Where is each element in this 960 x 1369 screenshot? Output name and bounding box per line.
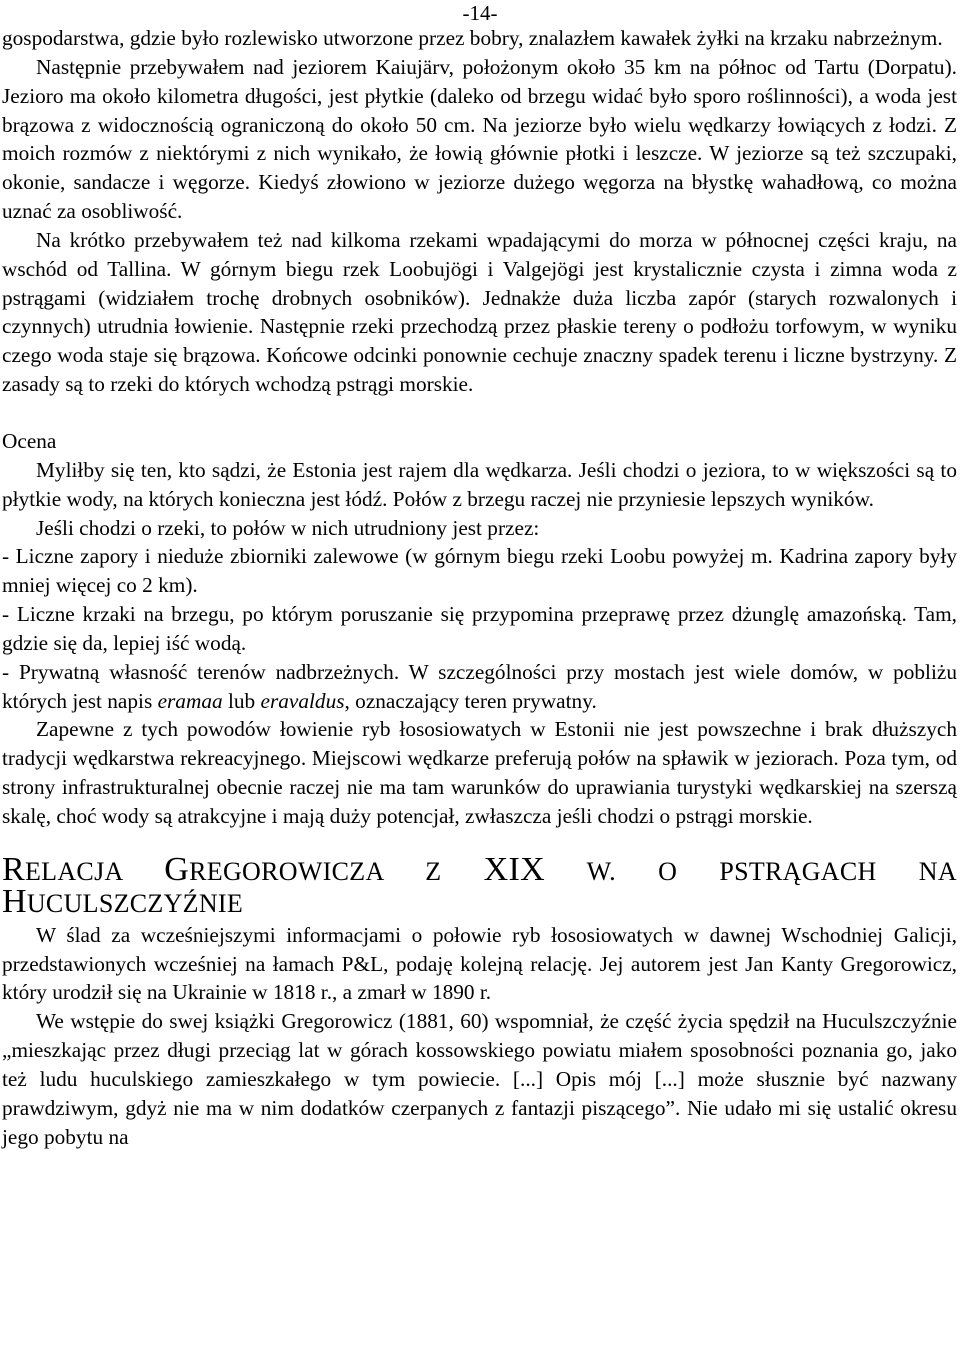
paragraph: Następnie przebywałem nad jeziorem Kaiujärv, położonym około 35 km na północ od Tartu (Dorpatu). Jezioro ma około kilometra długości, jest płytkie (daleko od brzegu widać było sporo roślinności), a woda jest brązowa z widocznością ograniczoną do około 50 cm. Na jeziorze było wielu wędkarzy łowiących z łodzi. Z moich rozmów z niektórymi z nich wynikało, że łowią głównie płotki i leszcze. W jeziorze są też szczupaki, okonie, sandacze i węgorze. Kiedyś złowiono w jeziorze dużego węgorza na błystkę wahadłową, co można uznać za osobliwość. [2, 54, 957, 224]
page-body [2, 24, 957, 1152]
paragraph: gospodarstwa, gdzie było rozlewisko utworzone przez bobry, znalazłem kawałek żyłki na krzaku nabrzeżnym. [2, 26, 943, 50]
section-heading: RELACJA GREGOROWICZA Z XIX W. O PSTRĄGACH NA HUCULSZCZYŹNIE [2, 850, 957, 920]
paragraph: Myliłby się ten, kto sądzi, że Estonia jest rajem dla wędkarza. Jeśli chodzi o jeziora, to w większości są to płytkie wody, na których konieczna jest łódź. Połów z brzegu raczej nie przyniesie lepszych wyników. [2, 457, 957, 511]
italic-term: eramaa [157, 688, 223, 713]
page-number: -14- [462, 1, 498, 25]
list-item-text: , oznaczający teren prywatny. [344, 688, 597, 713]
list-item: - Liczne zapory i nieduże zbiorniki zalewowe (w górnym biegu rzeki Loobu powyżej m. Kadrina zapory były mniej więcej co 2 km). [2, 544, 957, 598]
paragraph: Zapewne z tych powodów łowienie ryb łososiowatych w Estonii nie jest powszechne i brak dłuższych tradycji wędkarstwa rekreacyjnego. Miejscowi wędkarze preferują połów na spławik w jeziorach. Poza tym, od strony infrastrukturalnej obecnie raczej nie ma tam warunków do uprawiania turystyki wędkarskiej na szerszą skalę, choć wody są atrakcyjne i mają duży potencjał, zwłaszcza jeśli chodzi o pstrągi morskie. [2, 717, 957, 828]
list-item-text: - Prywatną własność terenów nadbrzeżnych. W szczególności przy mostach jest wiele domów, w pobliżu których jest napis [2, 659, 957, 713]
italic-term: eravaldus [260, 688, 345, 713]
paragraph: Na krótko przebywałem też nad kilkoma rzekami wpadającymi do morza w północnej części kraju, na wschód od Tallina. W górnym biegu rzek Loobujögi i Valgejögi jest krystalicznie czysta i zimna woda z pstrągami (widziałem trochę drobnych osobników). Jednakże duża liczba zapór (starych rozwalonych i czynnych) utrudnia łowienie. Następnie rzeki przechodzą przez płaskie tereny o podłożu torfowym, w wyniku czego woda staje się brązowa. Końcowe odcinki ponownie cechuje znaczny spadek terenu i liczne bystrzyny. Z zasady są to rzeki do których wchodzą pstrągi morskie. [2, 227, 957, 397]
paragraph: W ślad za wcześniejszymi informacjami o połowie ryb łososiowatych w dawnej Wschodniej Galicji, przedstawionych wcześniej na łamach P&L, podaję kolejną relację. Jej autorem jest Jan Kanty Gregorowicz, który urodził się na Ukrainie w 1818 r., a zmarł w 1890 r. [2, 922, 957, 1005]
paragraph: Jeśli chodzi o rzeki, to połów w nich utrudniony jest przez: [36, 515, 540, 540]
spacer [2, 399, 957, 427]
list-item [2, 658, 957, 716]
paragraph: We wstępie do swej książki Gregorowicz (1881, 60) wspomniał, że część życia spędził na Huculszczyźnie „mieszkając przez długi przeciąg lat w górach kossowskiego powiatu miałem sposobności poznania go, jako też ludu huculskiego zamieszkałego w tym powiecie. [...] Opis mój [...] może słusznie być nazwany prawdziwym, gdyż nie ma w nim dodatków czerpanych z fantazji piszącego”. Nie udało mi się ustalić okresu jego pobytu na [2, 1009, 957, 1149]
list-item: - Liczne krzaki na brzegu, po którym poruszanie się przypomina przeprawę przez dżunglę amazońską. Tam, gdzie się da, lepiej iść wodą. [2, 602, 957, 655]
list-item-text: lub [222, 688, 261, 713]
subsection-heading: Ocena [2, 428, 57, 453]
